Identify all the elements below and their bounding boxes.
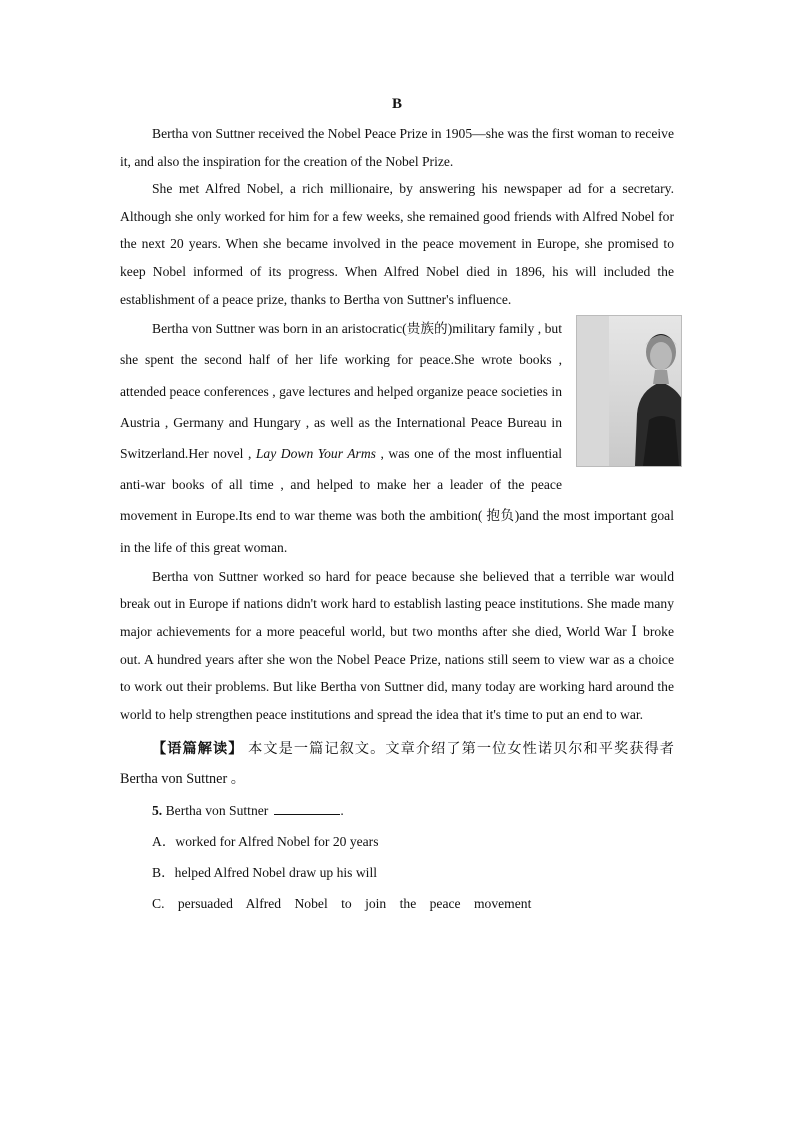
novel-title: Lay Down Your Arms <box>255 445 376 461</box>
paragraph-4: Bertha von Suttner worked so hard for peace because she believed that a terrible war would break out in Europe if nations didn't work hard to establish lasting peace institutions. She made many major achievements for a more peaceful world, but two months after she died, World War Ⅰ broke out. A hundred years after she won the Nobel Peace Prize, nations still seem to view war as a choice to work out their problems. But like Bertha von Suttner did, many today are working hard around the world to help strengthen peace institutions and spread the idea that it's time to put an end to war. <box>120 568 674 722</box>
question-stem: Bertha von Suttner <box>165 803 269 819</box>
question-end: . <box>340 803 344 819</box>
question-5 <box>120 796 674 827</box>
gloss-ambition: 抱负 <box>486 508 515 524</box>
answer-blank[interactable] <box>274 800 340 815</box>
paragraph-3 <box>120 313 674 563</box>
gloss-aristocratic: 贵族的 <box>406 321 448 337</box>
paragraph-2: She met Alfred Nobel, a rich millionaire, by answering his newspaper ad for a secretary. Although she only worked for him for a few weeks, she remained good friends with Alfred Nobel for the next 20 years. When she became involved in the peace movement in Europe, she promised to keep Nobel informed of its progress. When Alfred Nobel died in 1896, his will included the establishment of a peace prize, thanks to Bertha von Suttner's influence. <box>120 181 674 307</box>
option-b[interactable]: B．helped Alfred Nobel draw up his will <box>152 864 378 880</box>
paragraph-1: Bertha von Suttner received the Nobel Peace Prize in 1905—she was the first woman to receive it, and also the inspiration for the creation of the Nobel Prize. <box>120 126 674 169</box>
paragraph-3-text-d: )and the most important goal in the life of this great woman. <box>120 508 674 555</box>
option-c[interactable]: C. persuaded Alfred Nobel to join the peace movement <box>152 895 532 911</box>
passage-analysis <box>120 734 674 794</box>
analysis-label: 【语篇解读】 <box>152 741 244 758</box>
analysis-text: 本文是一篇记叙文。文章介绍了第一位女性诺贝尔和平奖获得者 Bertha von Suttner 。 <box>120 741 674 788</box>
paragraph-3-text-c: , was one of the most influential anti-war books of all time , and helped to make her a leader of the peace movement in Europe.Its end to war theme was both the ambition( <box>120 445 563 524</box>
portrait-photo <box>576 315 682 467</box>
paragraph-3-text-a: Bertha von Suttner was born in an aristocratic( <box>152 321 407 337</box>
document-page <box>120 92 674 920</box>
paragraph-3-text-b: )military family , but she spent the second half of her life working for peace.She wrote books , attended peace conferences , gave lectures and helped organize peace societies in Austria , Germany and Hungary , as well as the International Peace Bureau in Switzerland.Her novel , <box>120 321 562 461</box>
option-a[interactable]: A．worked for Alfred Nobel for 20 years <box>152 834 379 850</box>
question-number: 5. <box>152 803 163 819</box>
section-letter: B <box>391 96 402 112</box>
